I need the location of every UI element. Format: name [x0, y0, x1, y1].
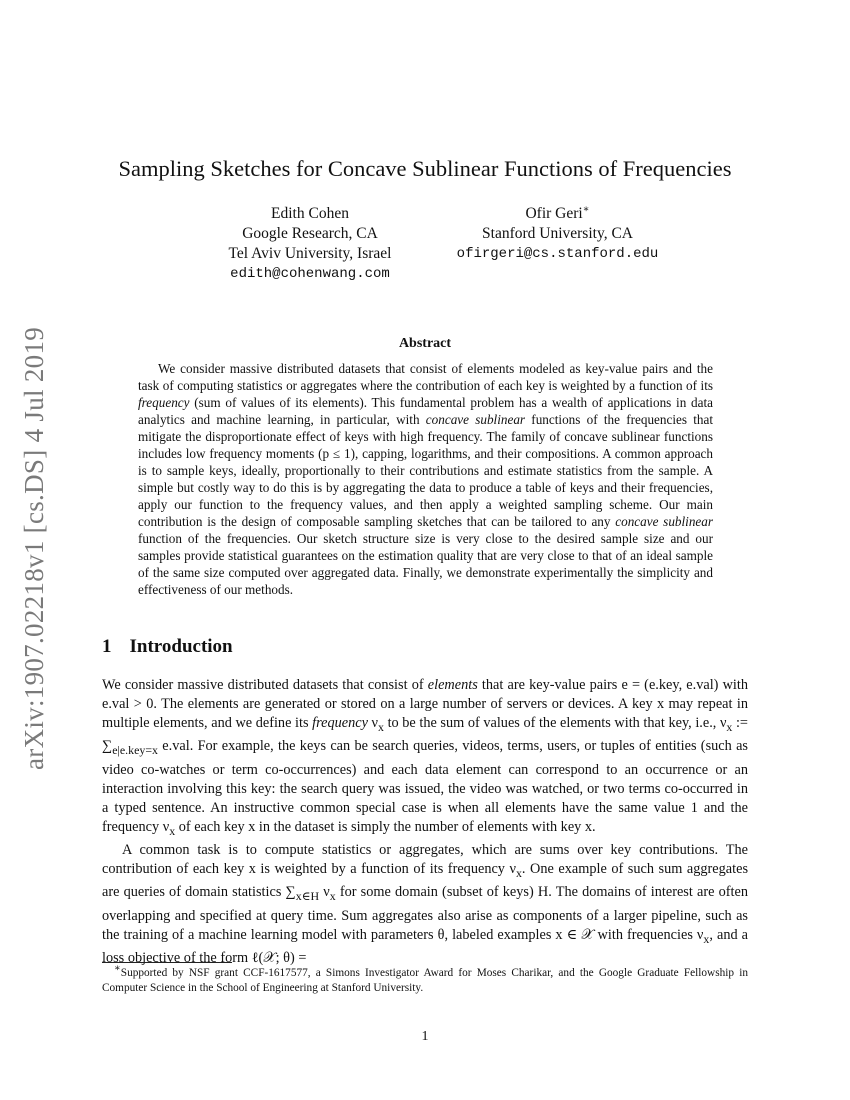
abstract-heading: Abstract	[398, 336, 452, 351]
footnote-divider	[102, 962, 232, 963]
body-text: e.val. For example, the keys can be search queries, videos, terms, users, or tuples of entities (such as video co-watches or term co-occurrences) and each data element can correspond to an occurrence or an interaction involving this key: the search query was issued, the video was watched, or two terms co-occurred in a typed sentence. An instructive common special case is when all elements have the same value 1 and the frequency ν	[102, 738, 748, 836]
author-affiliation: Stanford University, CA	[482, 225, 633, 242]
math-subscript: x	[329, 889, 336, 904]
body-text: for some domain (subset of keys) H. The domains of interest are often overlapping and specified at query time. Sum aggregates also arise as components of a larger pipeline, such as the training of a machine learning model with parameters θ, labeled examples x ∈ 𝒳 with frequencies ν	[102, 884, 748, 943]
intro-paragraph-2	[102, 841, 748, 968]
math-subscript: x	[169, 824, 176, 838]
body-text: , and a loss objective of the form ℓ(𝒳; θ) =	[102, 926, 748, 966]
footnote-marker[interactable]: ∗	[582, 203, 590, 215]
body-text: A common task is to compute statistics or aggregates, which are sums over key contributions. The contribution of each key x is weighted by a function of its frequency ν	[102, 842, 748, 878]
abstract-emphasis: frequency	[138, 395, 190, 410]
section-title: Introduction	[129, 636, 233, 657]
arxiv-identifier: arXiv:1907.02218v1 [cs.DS] 4 Jul 2019	[19, 326, 49, 770]
body-text: that are key-value pairs e = (e.key, e.val) with e.val > 0. The elements are generated or stored on a large number of servers or devices. A key x may repeat in multiple elements, and we define its	[102, 677, 748, 732]
page-number: 1	[421, 1029, 429, 1044]
section-heading	[102, 636, 233, 658]
body-emphasis: frequency	[312, 715, 368, 732]
author-affiliation: Tel Aviv University, Israel	[228, 245, 392, 262]
author-name: Ofir Geri	[525, 205, 583, 222]
intro-paragraph-1	[102, 676, 748, 841]
introduction-body	[102, 676, 748, 968]
math-subscript: x	[515, 866, 522, 881]
body-text: We consider massive distributed datasets that consist of	[102, 677, 428, 693]
abstract-text: We consider massive distributed datasets that consist of elements modeled as key-value pairs and the task of computing statistics or aggregates where the contribution of each key is weighted by a function of its	[138, 361, 713, 393]
abstract-body	[138, 360, 713, 598]
footnote-text-line	[102, 963, 748, 996]
author-affiliation: Google Research, CA	[242, 225, 378, 242]
author-name-line	[430, 204, 685, 224]
math-symbol: := ∑	[102, 715, 748, 755]
abstract-text: (sum of values of its elements). This fundamental problem has a wealth of applications in data analytics and machine learning, in particular, with	[138, 395, 713, 427]
math-subscript: e|e.key=x	[112, 743, 158, 758]
abstract-text: function of the frequencies. Our sketch structure size is very close to the desired sample size and our samples provide statistical guarantees on the estimation quality that are very close to that of an ideal sample of the same size computed over aggregated data. Finally, we demonstrate experimentally the simplicity and effectiveness of our methods.	[138, 531, 713, 597]
math-subscript: x	[703, 931, 710, 946]
paper-title: Sampling Sketches for Concave Sublinear Functions of Frequencies	[118, 156, 732, 181]
footnote-text: Supported by NSF grant CCF-1617577, a Simons Investigator Award for Moses Charikar, and the Google Graduate Fellowship in Computer Science in the School of Engineering at Stanford University.	[102, 967, 748, 994]
body-text: of each key x in the dataset is simply the number of elements with key x.	[175, 819, 596, 836]
author-block-cohen	[190, 204, 430, 284]
math-symbol: ν	[319, 884, 330, 901]
author-block-geri	[430, 204, 685, 264]
body-text: to be the sum of values of the elements with that key, i.e., ν	[383, 715, 727, 732]
math-subscript: x	[378, 720, 384, 735]
section-number: 1	[102, 636, 112, 657]
abstract-text: functions of the frequencies that mitigate the disproportionate effect of keys with high frequency. The family of concave sublinear functions includes low frequency moments (p ≤ 1), capping, logarithms, and their compositions. A common approach is to sample keys, ideally, proportionally to their contributions and estimate statistics from the sample. A simple but costly way to do this is by aggregating the data to produce a table of keys and their frequencies, apply our function to the frequency values, and then apply a weighted sampling scheme. Our main contribution is the design of composable sampling sketches that can be tailored to any	[138, 412, 714, 529]
author-name: Edith Cohen	[271, 205, 349, 222]
math-subscript: x	[726, 720, 733, 735]
math-subscript: x∈H	[295, 889, 320, 904]
abstract-emphasis: concave sublinear	[425, 412, 526, 427]
author-email[interactable]: ofirgeri@cs.stanford.edu	[456, 246, 659, 262]
math-symbol: ν	[367, 715, 379, 732]
footnote-marker: ∗	[114, 963, 121, 975]
abstract-emphasis: concave sublinear	[615, 514, 714, 529]
author-email[interactable]: edith@cohenwang.com	[230, 266, 390, 282]
body-emphasis: elements	[427, 677, 478, 693]
body-text: . One example of such sum aggregates are queries of domain statistics ∑	[102, 861, 749, 901]
abstract-paragraph	[138, 360, 713, 598]
footnote	[102, 963, 748, 996]
